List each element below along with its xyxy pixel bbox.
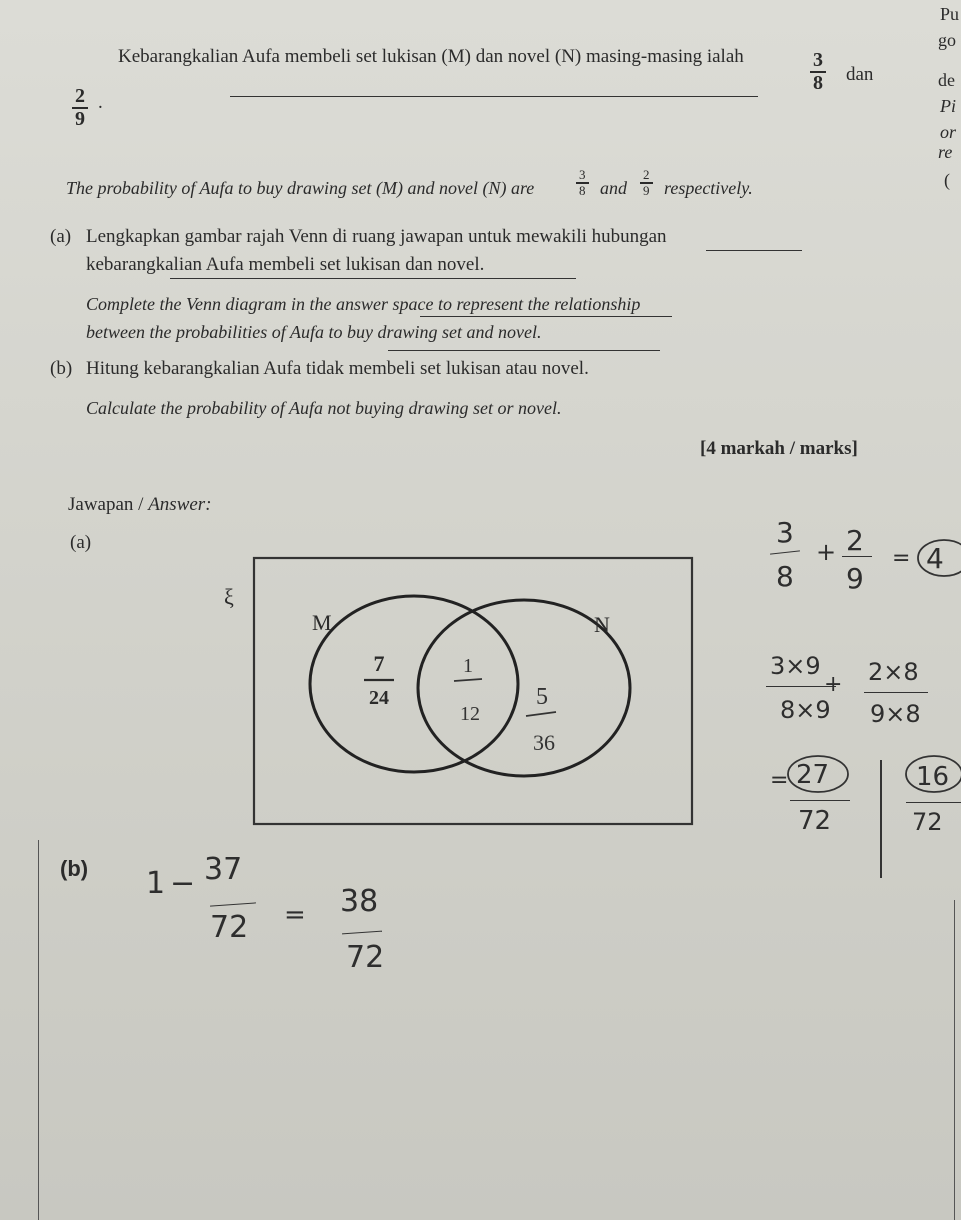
venn-universal-rect (254, 558, 692, 824)
answer-label-en: Answer: (148, 494, 212, 515)
work-l1-plus: + (816, 538, 837, 566)
work-l2-a-den: 8×9 (780, 696, 831, 724)
work-l1-b-den: 9 (846, 562, 864, 595)
work-b-a-num: 37 (204, 852, 243, 887)
work-l3-b-den: 72 (912, 808, 943, 836)
edge-text-5: or (940, 122, 957, 142)
work-l3-b-num: 16 (916, 762, 950, 792)
venn-label-n: N (594, 612, 610, 637)
edge-text-4: Pi (940, 96, 956, 116)
work-l1-circle (914, 536, 961, 582)
work-b-eq: = (284, 900, 306, 930)
work-l3-eq: = (770, 768, 789, 793)
venn-intersection-num: 1 (463, 655, 473, 677)
fraction-p-n-den: 9 (75, 108, 85, 130)
fraction-p-m (810, 50, 826, 94)
edge-text-1: Pu (940, 4, 960, 24)
question-stem-ms: Kebarangkalian Aufa membeli set lukisan (M) dan novel (N) masing-masing ialah (118, 46, 744, 67)
part-a-text-en-2: between the probabilities of Aufa to buy drawing set and novel. (86, 322, 542, 342)
fraction-en-p-n-den: 9 (643, 182, 650, 198)
fraction-en-p-n-num: 2 (640, 168, 653, 184)
edge-text-7: ( (944, 170, 950, 190)
work-l2-b-den: 9×8 (870, 700, 921, 728)
answer-label-ms: Jawapan / (68, 494, 144, 515)
venn-intersection-den: 12 (460, 703, 480, 725)
fraction-en-p-m-den: 8 (579, 182, 586, 198)
work-b-b-den: 72 (346, 940, 385, 975)
edge-text-3: de (938, 70, 955, 90)
fraction-en-p-m-num: 3 (576, 168, 589, 184)
work-l1-c-num-text: 4 (926, 542, 944, 575)
part-b-text-ms: Hitung kebarangkalian Aufa tidak membeli set lukisan atau novel. (86, 358, 589, 379)
answer-frame-left (38, 840, 39, 1220)
work-l3-a-den: 72 (798, 806, 832, 836)
work-b-a-den: 72 (210, 910, 249, 945)
venn-label-m: M (312, 610, 332, 635)
venn-m-only-den: 24 (369, 687, 389, 709)
work-l2-b-num: 2×8 (868, 658, 919, 686)
work-l2-plus: + (824, 672, 843, 697)
edge-text-2: go (938, 30, 956, 50)
marks-label: [4 markah / marks] (700, 438, 858, 459)
answer-part-b-label: (b) (60, 856, 89, 881)
edge-text-6: re (938, 142, 953, 162)
fraction-p-m-num: 3 (810, 50, 826, 73)
work-l3-b-circle (900, 752, 961, 798)
work-l1-a-den: 8 (776, 560, 794, 593)
answer-part-a-label: (a) (70, 532, 92, 553)
venn-diagram (224, 556, 696, 828)
work-l3-circle (784, 752, 854, 798)
fraction-p-n (72, 86, 88, 130)
part-b-label: (b) (50, 358, 73, 379)
answer-frame-right (954, 900, 955, 1220)
part-b-text-en: Calculate the probability of Aufa not buying drawing set or novel. (86, 398, 562, 418)
venn-circle-m (310, 596, 518, 772)
part-a-text-ms-2: kebarangkalian Aufa membeli set lukisan dan novel. (86, 254, 485, 275)
venn-n-only-den: 36 (533, 730, 555, 755)
question-stem-en-and: and (600, 178, 627, 198)
part-a-text-ms: Lengkapkan gambar rajah Venn di ruang jawapan untuk mewakili hubungan (86, 226, 667, 247)
work-b-minus: − (170, 866, 196, 901)
venn-universal-symbol: ξ (224, 584, 234, 609)
work-l1-a-num: 3 (776, 516, 794, 549)
fraction-p-n-num: 2 (72, 86, 88, 109)
work-l1-eq: = (892, 546, 911, 571)
work-l1-b-num: 2 (846, 524, 864, 557)
question-stem-en-end: respectively. (664, 178, 753, 198)
work-l3-a-num: 27 (796, 760, 830, 790)
fraction-p-m-den: 8 (813, 72, 823, 94)
fraction-en-p-m (576, 168, 589, 197)
exam-page: Pu go de Pi or re ( Kebarangkalian Aufa membeli set lukisan (M) dan novel (N) masing-masing ialah $\frac{3}{8}$ dan $\frac{2}{9}$ . The probability of Aufa to buy drawing set (M) and novel (N) are $\frac{3}{8}$ and $\frac{2}{9}$ respectively. (a) Lengkapkan gambar rajah Venn di ruang jawapan untuk mewakili hubungan kebarangkalian Aufa membeli set lukisan dan novel. Complete the Venn diagram in the answer space to represent the relationship between the probabilities of Aufa to buy drawing set and novel. (b) Hitung kebarangkalian Aufa tidak membeli set lukisan atau novel. Calculate the probability of Aufa not buying drawing set or novel. [4 markah / marks] Jawapan / Answer: (a) ξ M N 7 24 1 12 5 36 3 8 + 2 9 = 4 3×9 8×9 + 2×8 9×8 = 27 72 16 72 (b) 1 − 37 72 = 38 72 (0, 0, 961, 1220)
fraction-en-p-n (640, 168, 653, 197)
part-a-label: (a) (50, 226, 72, 247)
part-a-text-en: Complete the Venn diagram in the answer space to represent the relationship (86, 294, 641, 314)
work-divider (880, 760, 882, 878)
work-l2-a-num: 3×9 (770, 652, 821, 680)
question-stem-en: The probability of Aufa to buy drawing set (M) and novel (N) are (66, 178, 535, 198)
work-b-one: 1 (146, 866, 166, 901)
answer-label (68, 494, 212, 516)
venn-m-only-num: 7 (373, 651, 385, 676)
work-b-b-num: 38 (340, 884, 379, 919)
question-stem-ms-and: dan (846, 64, 874, 85)
venn-n-only-num: 5 (536, 684, 548, 710)
